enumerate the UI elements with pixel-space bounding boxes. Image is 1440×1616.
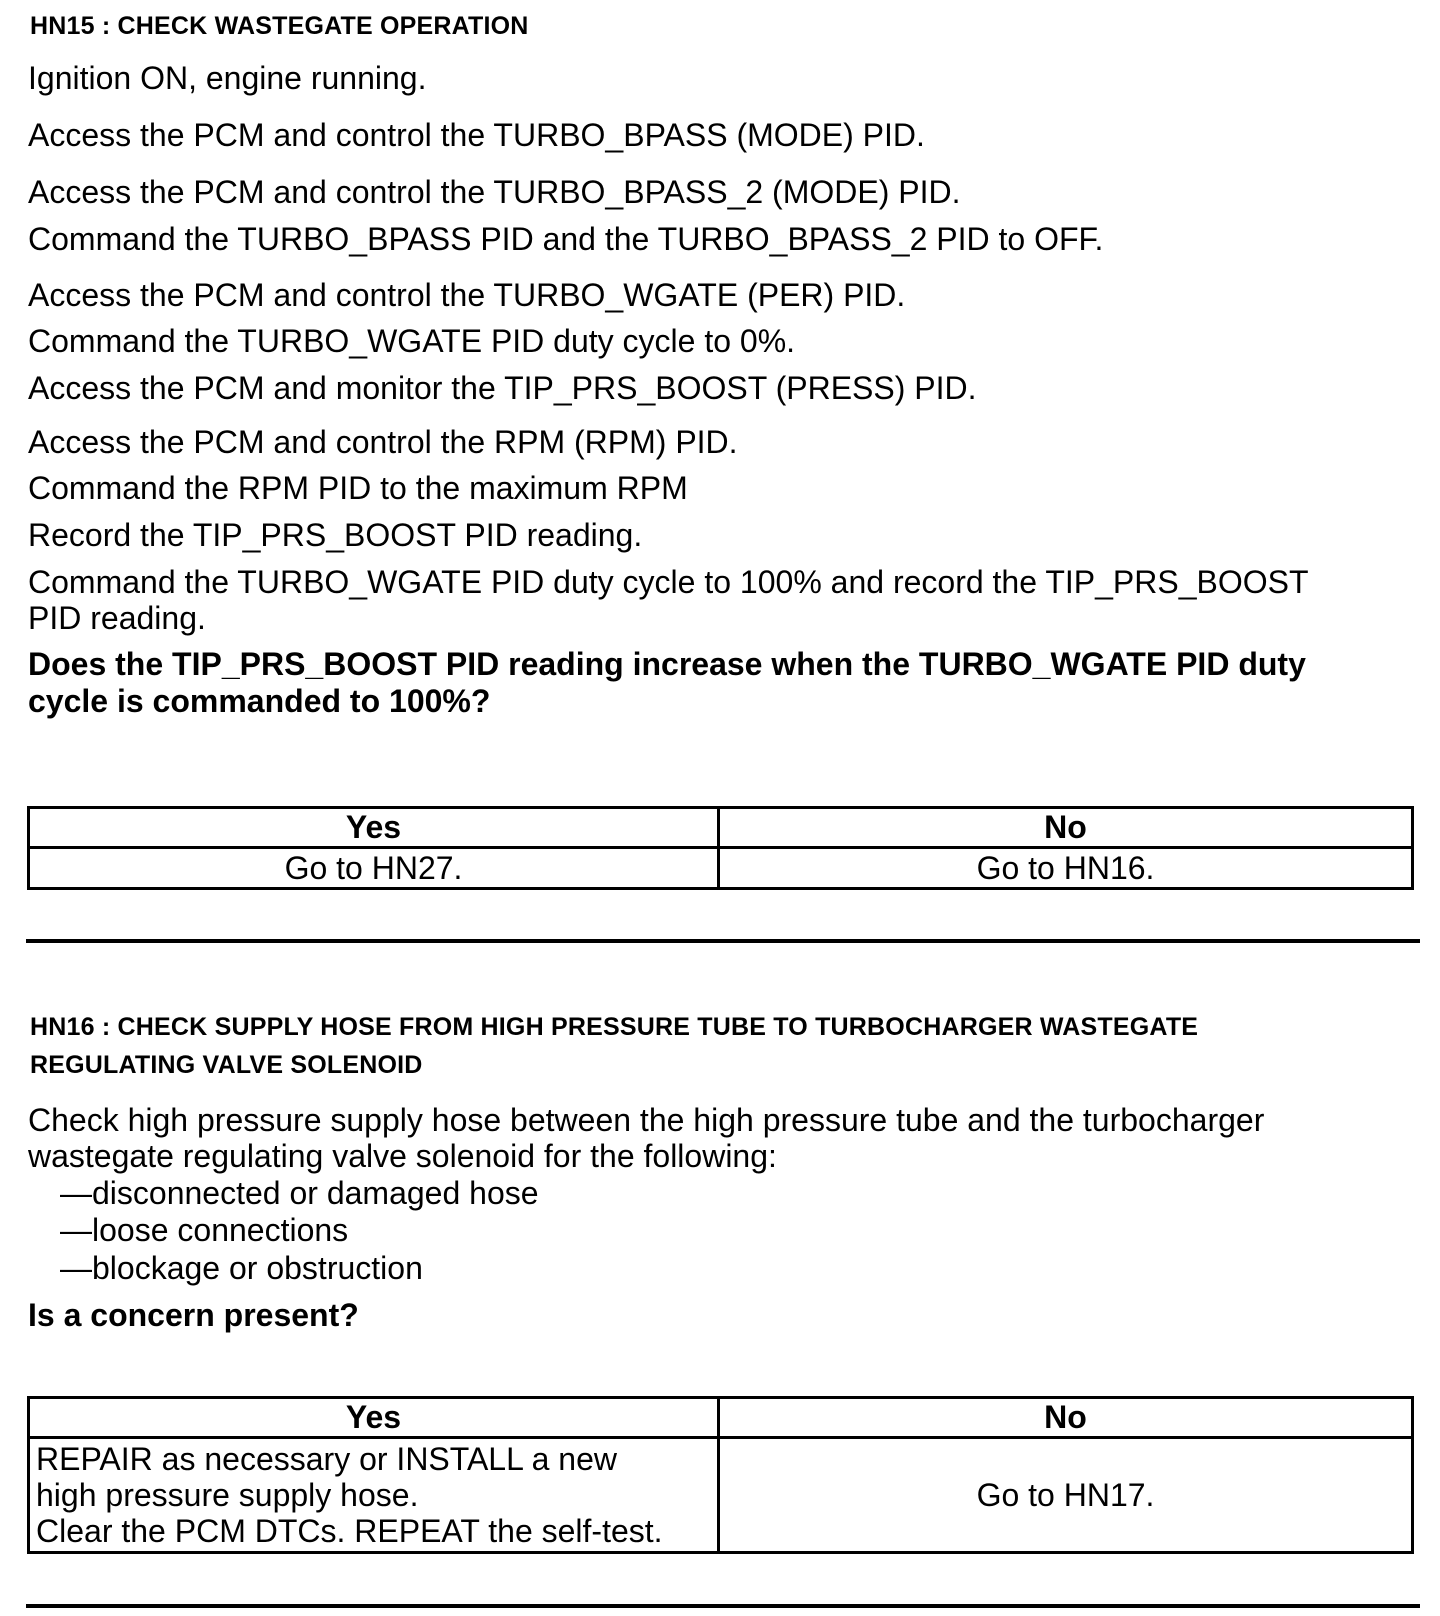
hn15-step-11: Command the TURBO_WGATE PID duty cycle to 100% and record the TIP_PRS_BOOST <box>28 564 1309 600</box>
hn16-yes-header: Yes <box>29 1398 719 1438</box>
hn15-no-header: No <box>719 808 1413 848</box>
hn15-step-3: Access the PCM and control the TURBO_BPASS_2 (MODE) PID. <box>28 174 961 210</box>
hn16-heading-line-1: HN16 : CHECK SUPPLY HOSE FROM HIGH PRESSURE TUBE TO TURBOCHARGER WASTEGATE <box>30 1013 1199 1041</box>
hn16-intro-line-1: Check high pressure supply hose between the high pressure tube and the turbocharger <box>28 1102 1265 1138</box>
hn15-yes-action: Go to HN27. <box>29 848 719 889</box>
hn16-no-header: No <box>719 1398 1413 1438</box>
hn15-step-7: Access the PCM and monitor the TIP_PRS_BOOST (PRESS) PID. <box>28 370 977 406</box>
hn16-yes-action-line-3: Clear the PCM DTCs. REPEAT the self-test. <box>36 1513 663 1549</box>
section-divider <box>26 939 1420 943</box>
hn15-step-8: Access the PCM and control the RPM (RPM) PID. <box>28 424 738 460</box>
hn15-step-11-cont: PID reading. <box>28 600 206 636</box>
hn16-question: Is a concern present? <box>28 1297 359 1333</box>
table-row <box>29 848 1413 889</box>
table-row <box>29 808 1413 848</box>
hn15-question-line-1: Does the TIP_PRS_BOOST PID reading increase when the TURBO_WGATE PID duty <box>28 646 1306 682</box>
hn16-heading-line-2: REGULATING VALVE SOLENOID <box>30 1051 423 1079</box>
table-row <box>29 1398 1413 1438</box>
hn15-step-2: Access the PCM and control the TURBO_BPASS (MODE) PID. <box>28 117 925 153</box>
hn15-no-action: Go to HN16. <box>719 848 1413 889</box>
hn15-heading: HN15 : CHECK WASTEGATE OPERATION <box>30 12 529 40</box>
hn16-bullet-3: —blockage or obstruction <box>60 1250 423 1286</box>
hn15-question-line-2: cycle is commanded to 100%? <box>28 683 491 719</box>
hn15-yes-header: Yes <box>29 808 719 848</box>
table-row <box>29 1438 1413 1553</box>
hn16-bullet-2: —loose connections <box>60 1212 349 1248</box>
hn16-intro-line-2: wastegate regulating valve solenoid for the following: <box>28 1138 777 1174</box>
hn15-step-1: Ignition ON, engine running. <box>28 60 427 96</box>
hn16-yes-action-line-1: REPAIR as necessary or INSTALL a new <box>36 1441 617 1477</box>
hn15-response-table <box>27 806 1414 890</box>
hn15-step-5: Access the PCM and control the TURBO_WGATE (PER) PID. <box>28 277 906 313</box>
hn16-yes-action <box>29 1438 719 1553</box>
hn16-yes-action-line-2: high pressure supply hose. <box>36 1477 419 1513</box>
hn15-step-6: Command the TURBO_WGATE PID duty cycle to 0%. <box>28 323 796 359</box>
hn16-response-table <box>27 1396 1414 1554</box>
hn15-step-4: Command the TURBO_BPASS PID and the TURBO_BPASS_2 PID to OFF. <box>28 221 1104 257</box>
section-divider <box>26 1604 1420 1608</box>
hn15-step-9: Command the RPM PID to the maximum RPM <box>28 470 688 506</box>
hn16-bullet-1: —disconnected or damaged hose <box>60 1175 539 1211</box>
hn16-no-action: Go to HN17. <box>719 1438 1413 1553</box>
hn15-step-10: Record the TIP_PRS_BOOST PID reading. <box>28 517 643 553</box>
